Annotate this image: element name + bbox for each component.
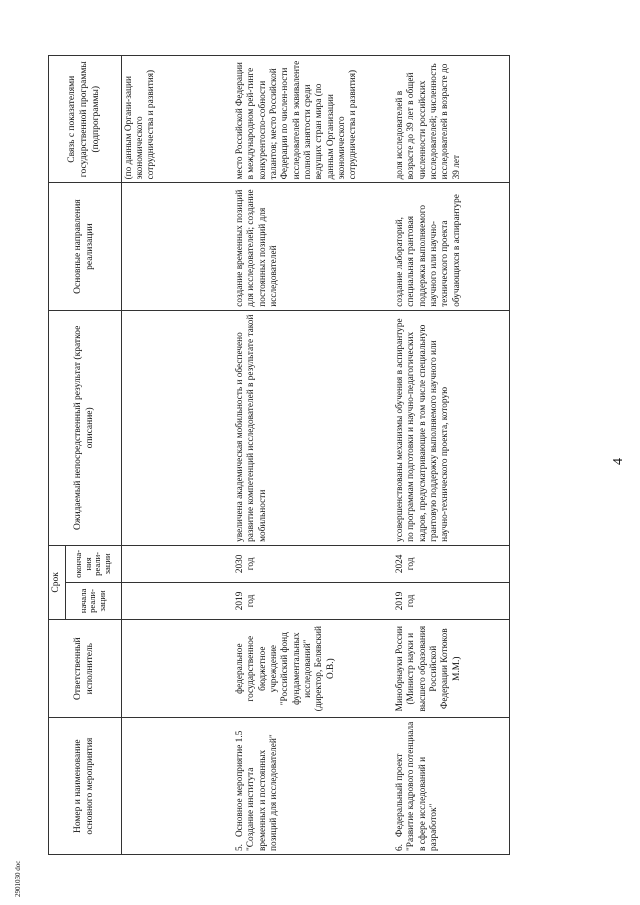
row-result: усовершенствованы механизмы обучения в аспирантуре по программам подготовки и научно-педагогических кадров, предусматривающие в том числе специальную грантовую поддержку выполняемого научного или научно-технического проекта, которую — [393, 310, 509, 545]
header-start: начала реали-зации — [65, 582, 121, 619]
measures-table — [48, 55, 510, 855]
page-number: 4 — [611, 458, 626, 465]
table-row — [393, 56, 509, 855]
row-name: 6. Федеральный проект "Развитие кадрового потенциала в сфере исследований и разработок" — [393, 718, 509, 855]
row-start: 2019 год — [393, 582, 509, 619]
row-end: 2024 год — [393, 545, 509, 582]
header-end: оконча-ния реали-зации — [65, 545, 121, 582]
header-result: Ожидаемый непосредственный результат (краткое описание) — [49, 310, 122, 545]
row-name: 5. Основное мероприятие 1.5 "Создание института временных и постоянных позиций для исследователей" — [233, 718, 393, 855]
document-code: 2901030 doc — [14, 860, 22, 897]
row-link: место Российской Федерации в международном рей-тинге конкурентоспо-собности талантов; место Российской Федерации по числен-ности исследователей в эквиваленте полной занятости среди ведущих стран мира (по данным Организации экономического сотрудничества и развития) — [233, 56, 393, 183]
row-result: увеличена академическая мобильность и обеспечено развитие компетенций исследователей в результате такой мобильности — [233, 310, 393, 545]
header-directions: Основные направления реализации — [49, 183, 122, 310]
row-end: 2030 год — [233, 545, 393, 582]
row-directions: создание лабораторий, специальная грантовая поддержка выполняемого научного или научно-технического проекта обучающихся в аспирантуре — [393, 183, 509, 310]
row-executor: федеральное государственное бюджетное учреждение "Российский фонд фундаментальных исследований" (директор, Белявский О.В.) — [233, 619, 393, 717]
header-term: Срок — [49, 545, 66, 619]
continuation-link: (по данным Органи-зации экономического сотрудничества и развития) — [121, 56, 233, 183]
row-executor: Минобрнауки России (Министр науки и высшего образования Российской Федерации Котюков М.М.) — [393, 619, 509, 717]
table-row — [233, 56, 393, 855]
header-executor: Ответственный исполнитель — [49, 619, 122, 717]
row-directions: создание временных позиций для исследователей; создание постоянных позиций для исследователей — [233, 183, 393, 310]
row-link: доля исследователей в возрасте до 39 лет в общей численности российских исследователей; численность исследователей в возрасте до 39 лет — [393, 56, 509, 183]
header-link: Связь с показателями государственной программы (подпрограммы) — [49, 56, 122, 183]
header-name: Номер и наименование основного мероприятия — [49, 718, 122, 855]
row-start: 2019 год — [233, 582, 393, 619]
table-row-continuation — [121, 56, 233, 855]
